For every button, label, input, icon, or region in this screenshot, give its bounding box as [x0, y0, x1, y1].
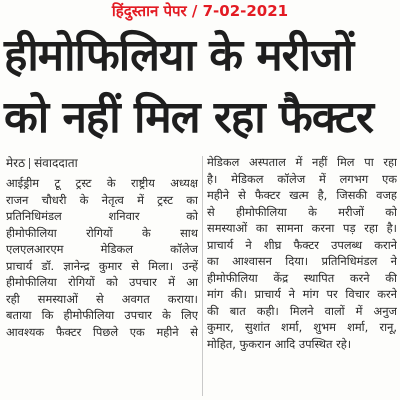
article-line: प्राचार्य ने शीघ्र फैक्टर उपलब्ध कराने [207, 237, 397, 252]
article-line: मेडिकल अस्पताल में नहीं मिल पा रहा [207, 155, 397, 169]
article-column-left [6, 175, 198, 340]
article-line: का आश्वासन दिया। प्रतिनिधिमंडल ने [207, 254, 397, 268]
article-line: प्रतिनिधिमंडल शनिवार को [6, 209, 198, 223]
byline-reporter: संवाददाता [34, 156, 78, 170]
article-line: से हीमोफीलिया के मरीजों को [207, 204, 397, 219]
article-line: की बात कही। मिलने वालों में अनुज [207, 303, 397, 318]
headline-line-1: हीमोफिलिया के मरीजों [4, 30, 354, 81]
article-line: आवश्यक फैक्टर पिछले एक महीने से [6, 324, 198, 339]
article-line: हीमोफीलिया रोगियों के साथ [6, 225, 198, 240]
article-line: है। मेडिकल कॉलेज में लगभग एक [207, 171, 397, 186]
byline-city: मेरठ [6, 156, 26, 170]
article-line: कुमार, सुशांत शर्मा, शुभम शर्मा, रानू, [207, 320, 397, 334]
source-caption: हिंदुस्तान पेपर / 7-02-2021 [111, 2, 289, 20]
article-line: राजन चौधरी के नेतृत्व में ट्रस्ट का [6, 192, 198, 207]
article-line: हीमोफीलिया केंद्र स्थापित करने की [207, 270, 397, 285]
byline-separator [29, 158, 30, 169]
byline [6, 155, 206, 171]
article-line: महीने से फैक्टर खत्म है, जिसकी वजह [207, 188, 397, 202]
article-line: प्राचार्य डॉ. ज्ञानेन्द्र कुमार से मिला। उन्हें [6, 258, 198, 273]
article-line: मोहित, फुकरान आदि उपस्थित रहे। [207, 336, 352, 351]
article-line: बताया कि हीमोफीलिया उपचार के लिए [6, 308, 198, 322]
article-line: हीमोफीलिया रोगियों को उपचार में आ [6, 275, 198, 289]
article-column-right [207, 154, 397, 352]
article-line: समस्याओं का सामना करना पड़ रहा है। [207, 221, 397, 235]
article-line: आईड्रीम टू ट्रस्ट के राष्ट्रीय अध्यक्ष [6, 176, 198, 190]
article-line: मांग की। प्राचार्य ने मांग पर विचार करने [207, 287, 397, 301]
article-line: रही समस्याओं से अवगत कराया। [6, 291, 198, 306]
column-divider [202, 156, 203, 396]
article-line: एलएलआरएम मेडिकल कॉलेज [6, 242, 198, 256]
headline-line-2: को नहीं मिल रहा फैक्टर [4, 92, 374, 143]
